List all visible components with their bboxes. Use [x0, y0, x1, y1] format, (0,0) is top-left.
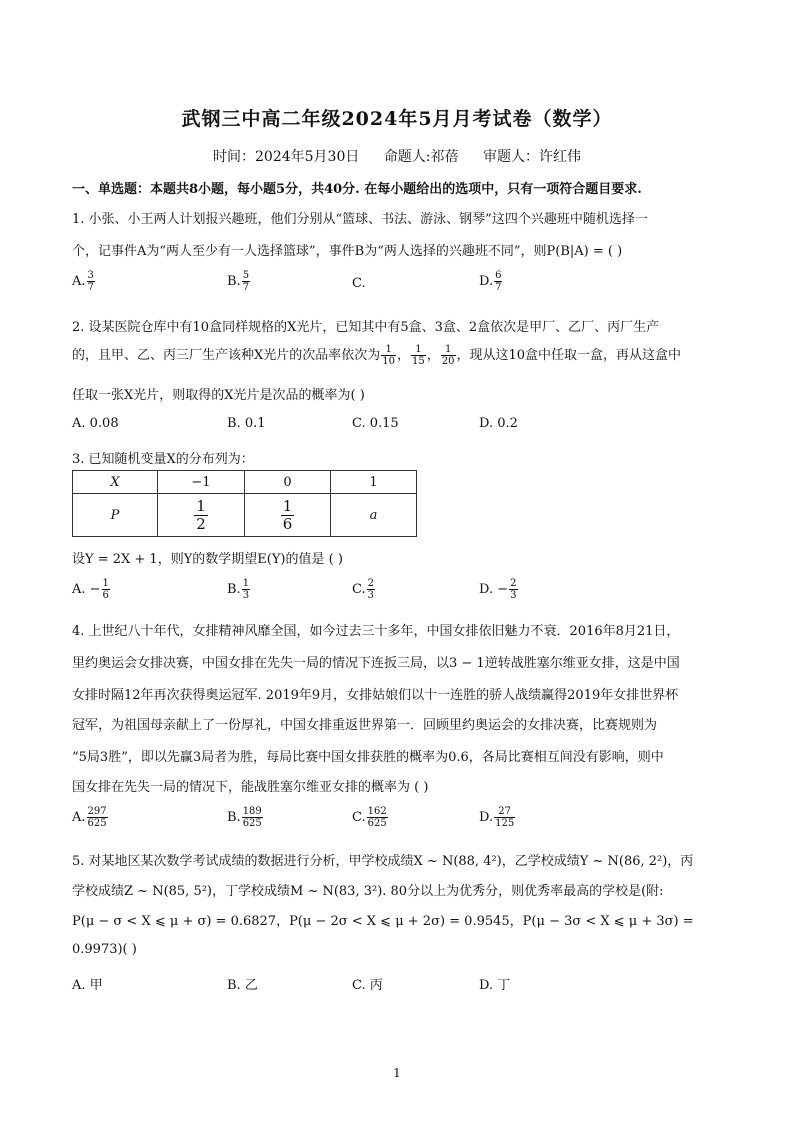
q3-option-d: D. − $\frac{2}{3}$: [479, 578, 517, 601]
q1-option-d: D. $\frac{6}{7}$: [479, 270, 502, 293]
q4-option-a: A. $\frac{297}{625}$: [72, 806, 107, 829]
q5-line-4: 0.9973)( ): [72, 942, 137, 957]
exam-reviewer: 审题人：许红伟: [482, 149, 581, 165]
q2-line-1: 2. 设某医院仓库中有10盒同样规格的X光片，已知其中有5盒、3盒、2盒依次是甲厂、乙厂、丙厂生产: [72, 320, 660, 335]
q4-line-6: 国女排在先失一局的情况下，能战胜塞尔维亚女排的概率为 ( ): [72, 780, 429, 795]
table-cell: $\frac{1}{6}$: [245, 494, 331, 537]
q3-option-a: A. − $\frac{1}{6}$: [72, 578, 109, 601]
q4-line-1: 4. 上世纪八十年代，女排精神风靡全国，如今过去三十多年，中国女排依旧魅力不衰．2016年8月21日，: [72, 624, 680, 639]
q1-option-c: C.: [352, 276, 366, 291]
exam-title: 武钢三中高二年级2024年5月月考试卷（数学）: [181, 108, 613, 130]
table-header-cell: −1: [158, 471, 245, 494]
q2-option-c: C. 0.15: [352, 416, 399, 431]
table-cell: a: [331, 494, 417, 537]
q5-option-d: D. 丁: [479, 978, 511, 993]
q4-line-5: “5局3胜”，即以先赢3局者为胜，每局比赛中国女排获胜的概率为0.6，各局比赛相互间没有影响，则中: [72, 750, 664, 765]
q1-option-b: B. $\frac{5}{7}$: [227, 270, 250, 293]
q5-option-b: B. 乙: [227, 978, 258, 993]
q4-line-3: 女排时隔12年再次获得奥运冠军. 2019年9月，女排姑娘们以十一连胜的骄人战绩赢得2019年女排世界杯: [72, 688, 679, 703]
exam-setter: 命题人:祁蓓: [383, 149, 459, 165]
q5-option-c: C. 丙: [352, 978, 383, 993]
q1-option-a: A. $\frac{3}{7}$: [72, 270, 94, 293]
q2-option-d: D. 0.2: [479, 416, 518, 431]
page-number: 1: [393, 1066, 401, 1080]
q4-option-b: B. $\frac{189}{625}$: [227, 806, 262, 829]
table-cell: $\frac{1}{2}$: [158, 494, 245, 537]
q4-line-2: 里约奥运会女排决赛，中国女排在先失一局的情况下连扳三局，以3 − 1逆转战胜塞尔维亚女排，这是中国: [72, 656, 680, 671]
q1-line-2: 个，记事件A为“两人至少有一人选择篮球”，事件B为“两人选择的兴趣班不同”，则P(B|A) = ( ): [72, 244, 623, 259]
q1-line-1: 1. 小张、小王两人计划报兴趣班，他们分别从“篮球、书法、游泳、钢琴”这四个兴趣班中随机选择一: [72, 212, 648, 227]
q3-line-1: 3. 已知随机变量X的分布列为：: [72, 452, 254, 467]
q5-line-1: 5. 对某地区某次数学考试成绩的数据进行分析，甲学校成绩X ~ N(88, 4²)，乙学校成绩Y ~ N(86, 2²)，丙: [72, 854, 694, 869]
table-row-label: P: [73, 494, 158, 537]
q5-line-3: P(μ − σ < X ⩽ μ + σ) = 0.6827，P(μ − 2σ < X ⩽ μ + 2σ) = 0.9545，P(μ − 3σ < X ⩽ μ + 3σ) =: [72, 914, 694, 929]
table-header-cell: 1: [331, 471, 417, 494]
q4-option-c: C. $\frac{162}{625}$: [352, 806, 387, 829]
q3-line-2: 设Y = 2X + 1，则Y的数学期望E(Y)的值是 ( ): [72, 552, 343, 567]
q2-line-2: 的，且甲、乙、丙三厂生产该种X光片的次品率依次为 $\frac{1}{10}$ ， $\frac{1}{15}$ ， $\frac{1}{20}$ ，现从这10盒中任取一盒，再从这盒中: [72, 344, 682, 367]
q5-option-a: A. 甲: [72, 978, 103, 993]
distribution-table: [72, 470, 417, 537]
q3-option-b: B. $\frac{1}{3}$: [227, 578, 250, 601]
table-header-cell: 0: [245, 471, 331, 494]
q4-option-d: D. $\frac{27}{125}$: [479, 806, 515, 829]
exam-meta: [0, 146, 794, 166]
q3-option-c: C. $\frac{2}{3}$: [352, 578, 374, 601]
section-heading: 一、单选题：本题共8小题，每小题5分，共40分. 在每小题给出的选项中，只有一项符合题目要求.: [72, 182, 642, 197]
q2-line-3: 任取一张X光片，则取得的X光片是次品的概率为( ): [72, 388, 365, 403]
exam-time: 时间：2024年5月30日: [213, 149, 360, 165]
q5-line-2: 学校成绩Z ~ N(85, 5²)，丁学校成绩M ~ N(83, 3²). 80分以上为优秀分，则优秀率最高的学校是(附:: [72, 884, 664, 899]
q2-option-a: A. 0.08: [72, 416, 119, 431]
table-header-cell: X: [73, 471, 158, 494]
q2-option-b: B. 0.1: [227, 416, 266, 431]
q4-line-4: 冠军，为祖国母亲献上了一份厚礼，中国女排重返世界第一．回顾里约奥运会的女排决赛，比赛规则为: [72, 718, 658, 733]
